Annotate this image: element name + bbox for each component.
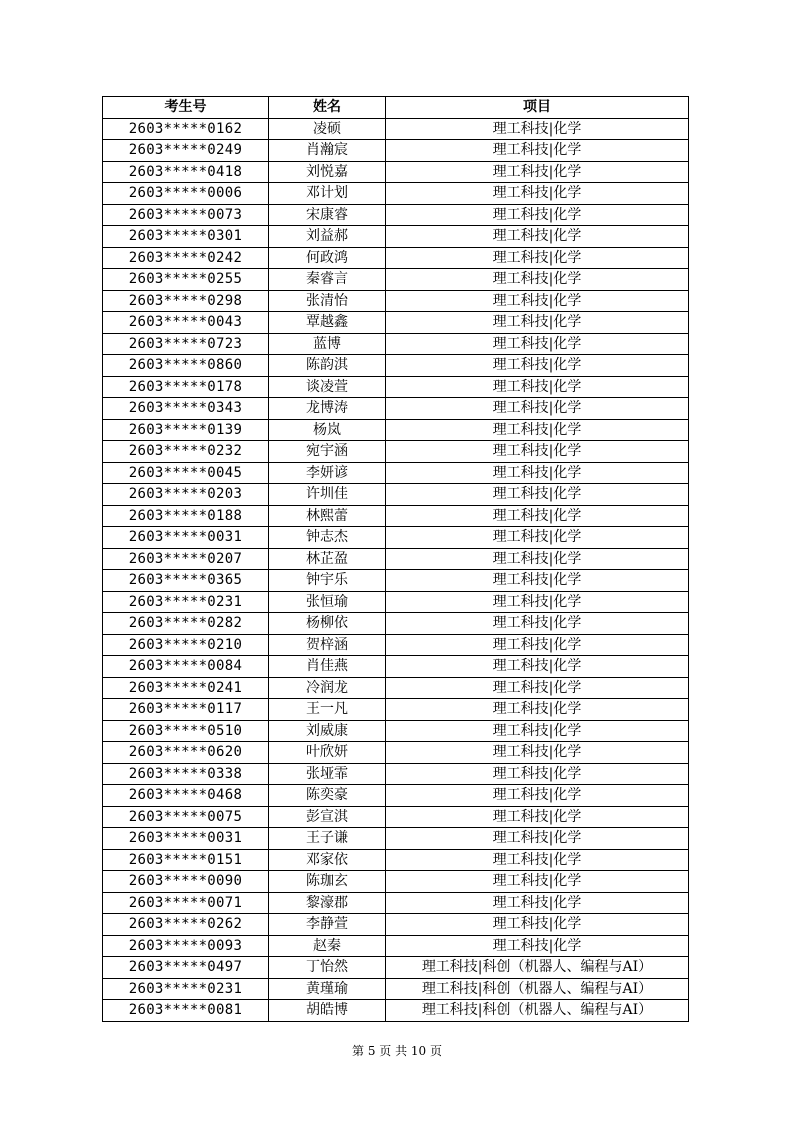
exam-number-cell: 2603*****0497 bbox=[103, 957, 269, 979]
student-name-cell: 肖佳燕 bbox=[269, 656, 386, 678]
exam-number-cell: 2603*****0338 bbox=[103, 763, 269, 785]
project-cell: 理工科技|科创（机器人、编程与AI） bbox=[386, 957, 689, 979]
student-name-cell: 张清怡 bbox=[269, 290, 386, 312]
student-name-cell: 陈珈玄 bbox=[269, 871, 386, 893]
table-row bbox=[103, 570, 689, 592]
student-name-cell: 凌硕 bbox=[269, 118, 386, 140]
student-name-cell: 宋康睿 bbox=[269, 204, 386, 226]
student-name-cell: 丁怡然 bbox=[269, 957, 386, 979]
project-cell: 理工科技|化学 bbox=[386, 183, 689, 205]
exam-number-cell: 2603*****0006 bbox=[103, 183, 269, 205]
table-row bbox=[103, 957, 689, 979]
table-row bbox=[103, 269, 689, 291]
project-cell: 理工科技|化学 bbox=[386, 312, 689, 334]
project-cell: 理工科技|化学 bbox=[386, 441, 689, 463]
table-row bbox=[103, 1000, 689, 1022]
exam-number-cell: 2603*****0207 bbox=[103, 548, 269, 570]
exam-number-cell: 2603*****0188 bbox=[103, 505, 269, 527]
roster-body bbox=[103, 118, 689, 1021]
project-cell: 理工科技|化学 bbox=[386, 398, 689, 420]
table-row bbox=[103, 398, 689, 420]
exam-number-cell: 2603*****0255 bbox=[103, 269, 269, 291]
roster-table bbox=[102, 96, 689, 1022]
project-cell: 理工科技|化学 bbox=[386, 570, 689, 592]
table-row bbox=[103, 871, 689, 893]
table-row bbox=[103, 376, 689, 398]
exam-number-cell: 2603*****0620 bbox=[103, 742, 269, 764]
student-name-cell: 肖瀚宸 bbox=[269, 140, 386, 162]
project-cell: 理工科技|化学 bbox=[386, 892, 689, 914]
student-name-cell: 刘威康 bbox=[269, 720, 386, 742]
student-name-cell: 彭宣淇 bbox=[269, 806, 386, 828]
student-name-cell: 钟志杰 bbox=[269, 527, 386, 549]
student-name-cell: 覃越鑫 bbox=[269, 312, 386, 334]
student-name-cell: 黄瑾瑜 bbox=[269, 978, 386, 1000]
table-row bbox=[103, 355, 689, 377]
table-row bbox=[103, 677, 689, 699]
table-row bbox=[103, 548, 689, 570]
project-cell: 理工科技|化学 bbox=[386, 613, 689, 635]
header-exam-number: 考生号 bbox=[103, 97, 269, 119]
student-name-cell: 黎濠郡 bbox=[269, 892, 386, 914]
project-cell: 理工科技|科创（机器人、编程与AI） bbox=[386, 1000, 689, 1022]
exam-number-cell: 2603*****0162 bbox=[103, 118, 269, 140]
exam-number-cell: 2603*****0468 bbox=[103, 785, 269, 807]
project-cell: 理工科技|化学 bbox=[386, 699, 689, 721]
exam-number-cell: 2603*****0031 bbox=[103, 527, 269, 549]
table-row bbox=[103, 333, 689, 355]
exam-number-cell: 2603*****0139 bbox=[103, 419, 269, 441]
student-name-cell: 谈凌萱 bbox=[269, 376, 386, 398]
exam-number-cell: 2603*****0090 bbox=[103, 871, 269, 893]
student-name-cell: 李静萱 bbox=[269, 914, 386, 936]
table-row bbox=[103, 634, 689, 656]
student-name-cell: 张恒瑜 bbox=[269, 591, 386, 613]
table-row bbox=[103, 849, 689, 871]
exam-number-cell: 2603*****0365 bbox=[103, 570, 269, 592]
student-name-cell: 何政鸿 bbox=[269, 247, 386, 269]
project-cell: 理工科技|科创（机器人、编程与AI） bbox=[386, 978, 689, 1000]
table-row bbox=[103, 892, 689, 914]
project-cell: 理工科技|化学 bbox=[386, 634, 689, 656]
table-row bbox=[103, 462, 689, 484]
table-row bbox=[103, 140, 689, 162]
table-row bbox=[103, 806, 689, 828]
project-cell: 理工科技|化学 bbox=[386, 914, 689, 936]
project-cell: 理工科技|化学 bbox=[386, 656, 689, 678]
student-name-cell: 张垭霏 bbox=[269, 763, 386, 785]
exam-number-cell: 2603*****0117 bbox=[103, 699, 269, 721]
exam-number-cell: 2603*****0860 bbox=[103, 355, 269, 377]
table-row bbox=[103, 484, 689, 506]
student-name-cell: 蓝博 bbox=[269, 333, 386, 355]
header-row bbox=[103, 97, 689, 119]
project-cell: 理工科技|化学 bbox=[386, 226, 689, 248]
student-name-cell: 杨柳依 bbox=[269, 613, 386, 635]
project-cell: 理工科技|化学 bbox=[386, 419, 689, 441]
project-cell: 理工科技|化学 bbox=[386, 763, 689, 785]
exam-number-cell: 2603*****0084 bbox=[103, 656, 269, 678]
exam-number-cell: 2603*****0723 bbox=[103, 333, 269, 355]
student-name-cell: 赵秦 bbox=[269, 935, 386, 957]
project-cell: 理工科技|化学 bbox=[386, 548, 689, 570]
student-name-cell: 林芷盈 bbox=[269, 548, 386, 570]
student-name-cell: 陈奕豪 bbox=[269, 785, 386, 807]
table-row bbox=[103, 591, 689, 613]
table-row bbox=[103, 183, 689, 205]
project-cell: 理工科技|化学 bbox=[386, 828, 689, 850]
exam-number-cell: 2603*****0031 bbox=[103, 828, 269, 850]
exam-number-cell: 2603*****0178 bbox=[103, 376, 269, 398]
project-cell: 理工科技|化学 bbox=[386, 355, 689, 377]
project-cell: 理工科技|化学 bbox=[386, 527, 689, 549]
table-row bbox=[103, 613, 689, 635]
exam-number-cell: 2603*****0210 bbox=[103, 634, 269, 656]
table-row bbox=[103, 441, 689, 463]
table-row bbox=[103, 742, 689, 764]
exam-number-cell: 2603*****0418 bbox=[103, 161, 269, 183]
table-row bbox=[103, 204, 689, 226]
table-row bbox=[103, 656, 689, 678]
exam-number-cell: 2603*****0262 bbox=[103, 914, 269, 936]
table-row bbox=[103, 914, 689, 936]
project-cell: 理工科技|化学 bbox=[386, 161, 689, 183]
student-name-cell: 邓家依 bbox=[269, 849, 386, 871]
student-name-cell: 王子谦 bbox=[269, 828, 386, 850]
exam-number-cell: 2603*****0242 bbox=[103, 247, 269, 269]
table-row bbox=[103, 785, 689, 807]
table-row bbox=[103, 161, 689, 183]
exam-number-cell: 2603*****0249 bbox=[103, 140, 269, 162]
student-name-cell: 王一凡 bbox=[269, 699, 386, 721]
header-project: 项目 bbox=[386, 97, 689, 119]
student-name-cell: 胡皓博 bbox=[269, 1000, 386, 1022]
project-cell: 理工科技|化学 bbox=[386, 140, 689, 162]
project-cell: 理工科技|化学 bbox=[386, 785, 689, 807]
table-row bbox=[103, 247, 689, 269]
exam-number-cell: 2603*****0043 bbox=[103, 312, 269, 334]
student-name-cell: 刘益郝 bbox=[269, 226, 386, 248]
project-cell: 理工科技|化学 bbox=[386, 591, 689, 613]
exam-number-cell: 2603*****0232 bbox=[103, 441, 269, 463]
project-cell: 理工科技|化学 bbox=[386, 505, 689, 527]
table-row bbox=[103, 226, 689, 248]
page-number: 第 5 页 共 10 页 bbox=[352, 1044, 442, 1058]
table-row bbox=[103, 978, 689, 1000]
exam-number-cell: 2603*****0231 bbox=[103, 978, 269, 1000]
project-cell: 理工科技|化学 bbox=[386, 849, 689, 871]
student-name-cell: 林熙蕾 bbox=[269, 505, 386, 527]
project-cell: 理工科技|化学 bbox=[386, 742, 689, 764]
exam-number-cell: 2603*****0071 bbox=[103, 892, 269, 914]
project-cell: 理工科技|化学 bbox=[386, 376, 689, 398]
project-cell: 理工科技|化学 bbox=[386, 806, 689, 828]
student-name-cell: 许圳佳 bbox=[269, 484, 386, 506]
student-name-cell: 陈韵淇 bbox=[269, 355, 386, 377]
header-name: 姓名 bbox=[269, 97, 386, 119]
table-row bbox=[103, 699, 689, 721]
table-row bbox=[103, 290, 689, 312]
project-cell: 理工科技|化学 bbox=[386, 333, 689, 355]
exam-number-cell: 2603*****0343 bbox=[103, 398, 269, 420]
project-cell: 理工科技|化学 bbox=[386, 677, 689, 699]
project-cell: 理工科技|化学 bbox=[386, 118, 689, 140]
student-name-cell: 冷润龙 bbox=[269, 677, 386, 699]
exam-number-cell: 2603*****0241 bbox=[103, 677, 269, 699]
project-cell: 理工科技|化学 bbox=[386, 290, 689, 312]
student-name-cell: 刘悦嘉 bbox=[269, 161, 386, 183]
student-name-cell: 杨岚 bbox=[269, 419, 386, 441]
table-row bbox=[103, 312, 689, 334]
exam-number-cell: 2603*****0298 bbox=[103, 290, 269, 312]
table-row bbox=[103, 118, 689, 140]
exam-number-cell: 2603*****0081 bbox=[103, 1000, 269, 1022]
project-cell: 理工科技|化学 bbox=[386, 720, 689, 742]
student-name-cell: 宛宇涵 bbox=[269, 441, 386, 463]
student-name-cell: 叶欣妍 bbox=[269, 742, 386, 764]
exam-number-cell: 2603*****0045 bbox=[103, 462, 269, 484]
project-cell: 理工科技|化学 bbox=[386, 871, 689, 893]
table-row bbox=[103, 935, 689, 957]
exam-number-cell: 2603*****0151 bbox=[103, 849, 269, 871]
table-row bbox=[103, 828, 689, 850]
exam-number-cell: 2603*****0510 bbox=[103, 720, 269, 742]
student-name-cell: 贺梓涵 bbox=[269, 634, 386, 656]
project-cell: 理工科技|化学 bbox=[386, 462, 689, 484]
student-name-cell: 李妍谚 bbox=[269, 462, 386, 484]
student-name-cell: 龙博涛 bbox=[269, 398, 386, 420]
student-name-cell: 邓计划 bbox=[269, 183, 386, 205]
table-row bbox=[103, 763, 689, 785]
project-cell: 理工科技|化学 bbox=[386, 935, 689, 957]
project-cell: 理工科技|化学 bbox=[386, 269, 689, 291]
exam-number-cell: 2603*****0073 bbox=[103, 204, 269, 226]
exam-number-cell: 2603*****0231 bbox=[103, 591, 269, 613]
exam-number-cell: 2603*****0282 bbox=[103, 613, 269, 635]
project-cell: 理工科技|化学 bbox=[386, 204, 689, 226]
exam-number-cell: 2603*****0075 bbox=[103, 806, 269, 828]
exam-number-cell: 2603*****0093 bbox=[103, 935, 269, 957]
project-cell: 理工科技|化学 bbox=[386, 247, 689, 269]
student-name-cell: 钟宇乐 bbox=[269, 570, 386, 592]
table-row bbox=[103, 505, 689, 527]
exam-number-cell: 2603*****0301 bbox=[103, 226, 269, 248]
student-name-cell: 秦睿言 bbox=[269, 269, 386, 291]
table-row bbox=[103, 419, 689, 441]
project-cell: 理工科技|化学 bbox=[386, 484, 689, 506]
table-row bbox=[103, 527, 689, 549]
exam-number-cell: 2603*****0203 bbox=[103, 484, 269, 506]
table-row bbox=[103, 720, 689, 742]
